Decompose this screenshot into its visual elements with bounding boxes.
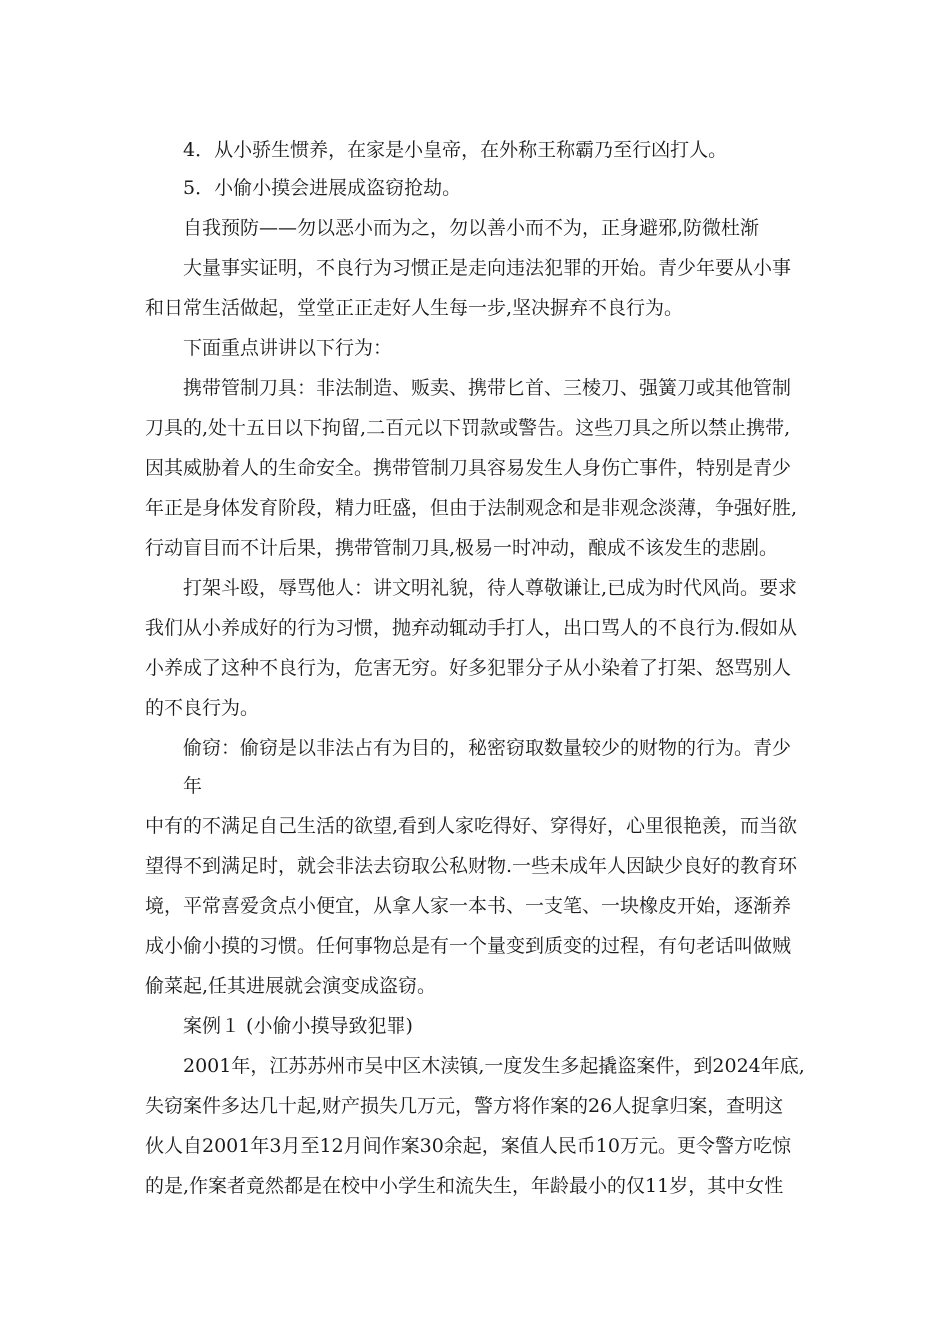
text-line: 的不良行为。 [145, 697, 260, 719]
text-line: 偷窃：偷窃是以非法占有为目的，秘密窃取数量较少的财物的行为。青少 [183, 737, 792, 759]
text-line: 案例１ (小偷小摸导致犯罪) [183, 1015, 413, 1037]
text-line: 自我预防——勿以恶小而为之，勿以善小而不为，正身避邪,防微杜渐 [183, 217, 760, 239]
text-line: 和日常生活做起，堂堂正正走好人生每一步,坚决摒弃不良行为。 [145, 297, 684, 319]
text-line: 因其威胁着人的生命安全。携带管制刀具容易发生人身伤亡事件，特别是青少 [145, 457, 792, 479]
text-line: 中有的不满足自己生活的欲望,看到人家吃得好、穿得好，心里很艳羡，而当欲 [145, 815, 798, 837]
text-line: 下面重点讲讲以下行为： [183, 337, 393, 359]
text-line: 刀具的,处十五日以下拘留,二百元以下罚款或警告。这些刀具之所以禁止携带, [145, 417, 791, 439]
text-line: 成小偷小摸的习惯。任何事物总是有一个量变到质变的过程，有句老话叫做贼 [145, 935, 792, 957]
text-line: 5．小偷小摸会进展成盗窃抢劫。 [183, 177, 462, 199]
text-line: 年正是身体发育阶段，精力旺盛，但由于法制观念和是非观念淡薄，争强好胜, [145, 497, 798, 519]
text-line: 携带管制刀具：非法制造、贩卖、携带匕首、三棱刀、强簧刀或其他管制 [183, 377, 792, 399]
text-line: 失窃案件多达几十起,财产损失几万元，警方将作案的26人捉拿归案，查明这 [145, 1095, 784, 1117]
text-line: 偷菜起,任其进展就会演变成盗窃。 [145, 975, 437, 997]
text-line: 打架斗殴，辱骂他人：讲文明礼貌，待人尊敬谦让,已成为时代风尚。要求 [183, 577, 798, 599]
text-line: 伙人自2001年3月至12月间作案30余起，案值人民币10万元。更令警方吃惊 [145, 1135, 791, 1157]
text-line: 的是,作案者竟然都是在校中小学生和流失生，年龄最小的仅11岁，其中女性 [145, 1175, 784, 1197]
text-line: 大量事实证明，不良行为习惯正是走向违法犯罪的开始。青少年要从小事 [183, 257, 792, 279]
text-line: 我们从小养成好的行为习惯，抛弃动辄动手打人，出口骂人的不良行为.假如从 [145, 617, 798, 639]
text-line: 4．从小骄生惯养，在家是小皇帝，在外称王称霸乃至行凶打人。 [183, 139, 728, 161]
text-line: 2001年，江苏苏州市吴中区木渎镇,一度发生多起撬盗案件，到2024年底, [183, 1055, 805, 1077]
text-line: 年 [183, 775, 203, 797]
text-line: 行动盲目而不计后果，携带管制刀具,极易一时冲动，酿成不该发生的悲剧。 [145, 537, 779, 559]
text-line: 小养成了这种不良行为，危害无穷。好多犯罪分子从小染着了打架、怒骂别人 [145, 657, 792, 679]
text-line: 望得不到满足时，就会非法去窃取公私财物.一些未成年人因缺少良好的教育环 [145, 855, 798, 877]
text-line: 境，平常喜爱贪点小便宜，从拿人家一本书、一支笔、一块橡皮开始，逐渐养 [145, 895, 792, 917]
